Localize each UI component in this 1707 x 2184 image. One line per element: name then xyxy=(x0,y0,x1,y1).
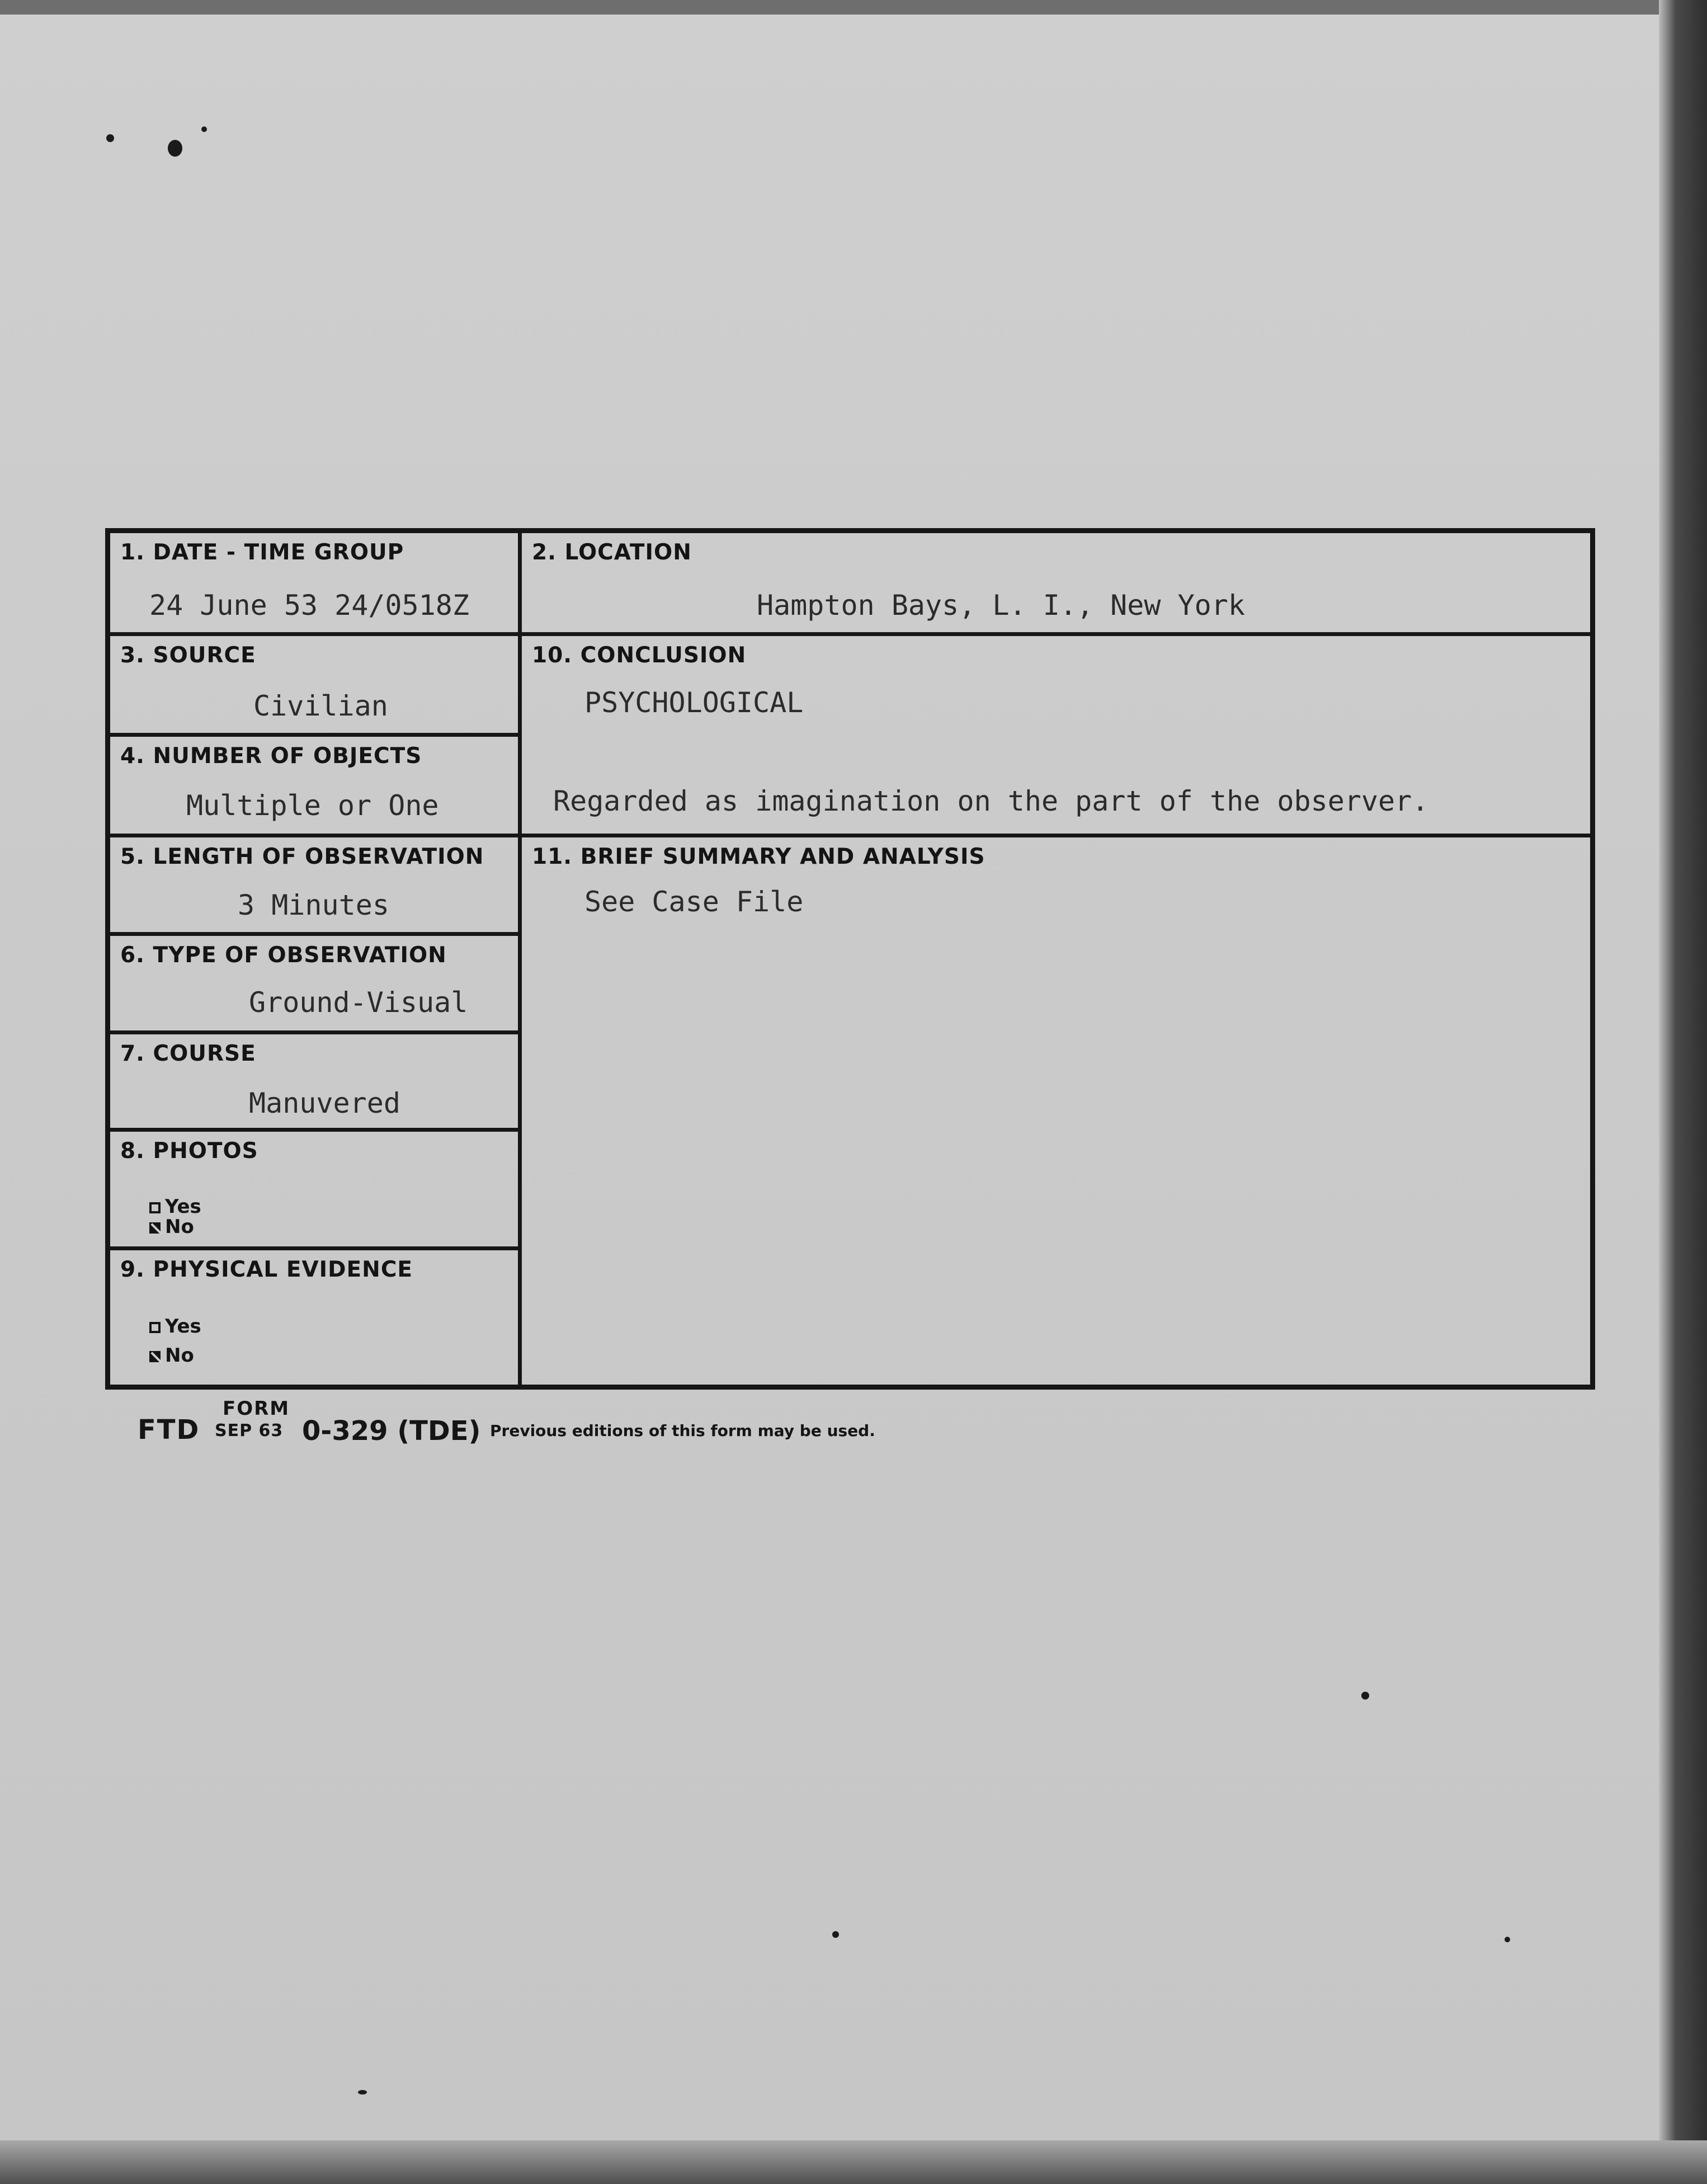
conclusion-label: 10. CONCLUSION xyxy=(532,643,747,668)
course-cell xyxy=(110,1034,522,1132)
photos-no-option xyxy=(149,1216,194,1238)
type-of-observation-label: 6. TYPE OF OBSERVATION xyxy=(120,943,447,968)
summary-label: 11. BRIEF SUMMARY AND ANALYSIS xyxy=(532,844,985,869)
number-of-objects-label: 4. NUMBER OF OBJECTS xyxy=(120,743,422,769)
footer-form-word: FORM xyxy=(223,1397,290,1420)
scan-edge-right xyxy=(1659,0,1707,2184)
length-of-observation-value: 3 Minutes xyxy=(238,889,389,921)
physical-evidence-cell xyxy=(110,1250,522,1385)
scan-speck xyxy=(1505,1937,1510,1942)
location-cell xyxy=(522,533,1590,636)
location-value: Hampton Bays, L. I., New York xyxy=(757,589,1245,622)
footer-date: SEP 63 xyxy=(215,1421,284,1441)
scan-speck xyxy=(106,134,114,142)
conclusion-note: Regarded as imagination on the part of the observer. xyxy=(553,785,1429,817)
physical-evidence-label: 9. PHYSICAL EVIDENCE xyxy=(120,1257,413,1282)
location-label: 2. LOCATION xyxy=(532,540,692,565)
footer-note: Previous editions of this form may be used. xyxy=(490,1422,875,1440)
ufo-report-form xyxy=(105,528,1595,1390)
course-label: 7. COURSE xyxy=(120,1041,256,1066)
physical-evidence-no-checkbox[interactable] xyxy=(149,1351,161,1362)
footer-ftd: FTD xyxy=(138,1414,200,1446)
date-time-group-value: 24 June 53 24/0518Z xyxy=(149,589,469,622)
scan-speck xyxy=(168,140,182,157)
photos-label: 8. PHOTOS xyxy=(120,1138,258,1164)
source-value: Civilian xyxy=(253,690,388,722)
scan-speck xyxy=(358,2090,367,2094)
photos-yes-checkbox[interactable] xyxy=(149,1202,161,1213)
physical-evidence-no-option xyxy=(149,1344,194,1367)
scan-speck xyxy=(1361,1692,1369,1700)
footer-form-number: 0-329 (TDE) xyxy=(302,1415,481,1447)
date-time-group-label: 1. DATE - TIME GROUP xyxy=(120,540,404,565)
physical-evidence-yes-label: Yes xyxy=(165,1315,201,1338)
scan-speck xyxy=(832,1931,839,1938)
scan-edge-top xyxy=(0,0,1707,15)
source-label: 3. SOURCE xyxy=(120,643,256,668)
conclusion-cell xyxy=(522,636,1590,837)
length-of-observation-label: 5. LENGTH OF OBSERVATION xyxy=(120,844,484,869)
physical-evidence-yes-option xyxy=(149,1315,201,1338)
type-of-observation-value: Ground-Visual xyxy=(249,986,468,1019)
summary-cell xyxy=(522,837,1590,1385)
number-of-objects-value: Multiple or One xyxy=(186,789,439,822)
conclusion-value: PSYCHOLOGICAL xyxy=(584,686,804,719)
photos-yes-label: Yes xyxy=(165,1195,201,1218)
course-value: Manuvered xyxy=(249,1087,400,1119)
photos-yes-option xyxy=(149,1195,201,1218)
photos-no-label: No xyxy=(165,1216,194,1238)
scan-speck xyxy=(201,126,207,132)
length-of-observation-cell xyxy=(110,837,522,936)
physical-evidence-yes-checkbox[interactable] xyxy=(149,1322,161,1333)
source-cell xyxy=(110,636,522,737)
date-time-group-cell xyxy=(110,533,522,636)
summary-value: See Case File xyxy=(584,886,804,918)
photos-cell xyxy=(110,1132,522,1250)
type-of-observation-cell xyxy=(110,936,522,1034)
photos-no-checkbox[interactable] xyxy=(149,1222,161,1234)
number-of-objects-cell xyxy=(110,737,522,837)
scan-edge-bottom xyxy=(0,2140,1707,2184)
physical-evidence-no-label: No xyxy=(165,1344,194,1367)
